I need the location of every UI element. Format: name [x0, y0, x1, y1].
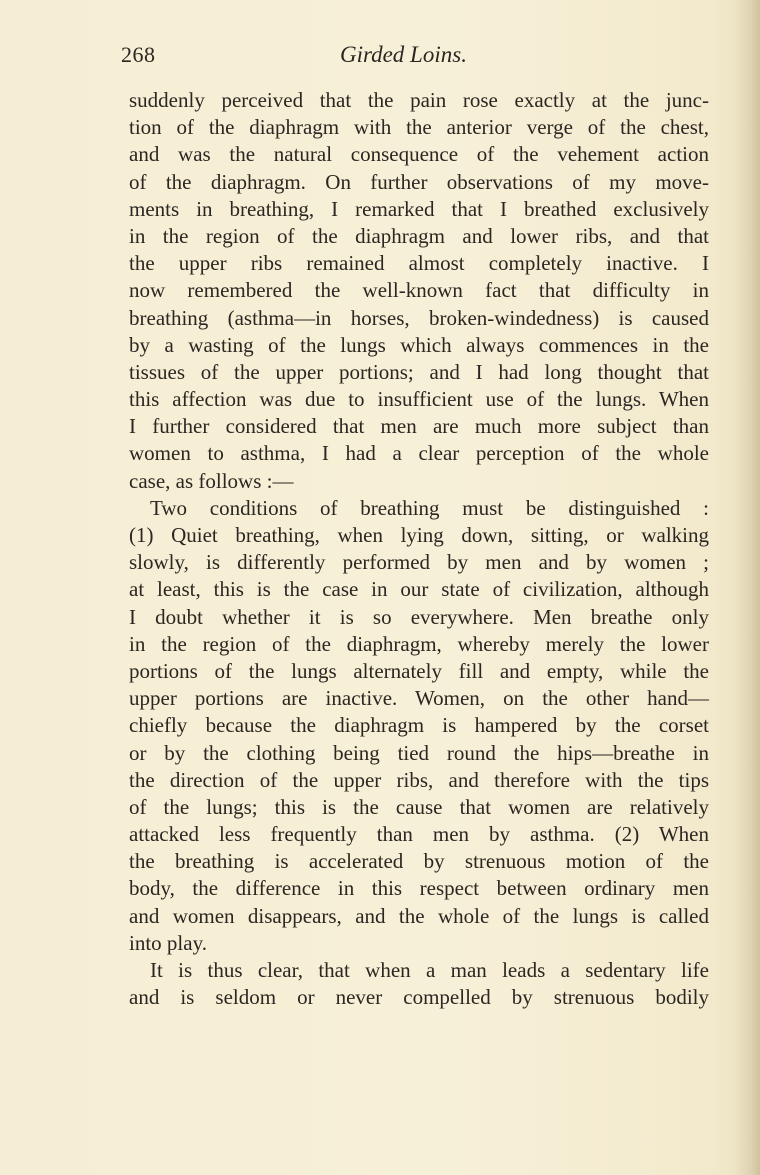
- text-line: at least, this is the case in our state of civilization, although: [129, 577, 709, 602]
- text-line: and is seldom or never compelled by strenuous bodily: [129, 985, 709, 1010]
- text-line: of the lungs; this is the cause that women are relatively: [129, 794, 709, 819]
- text-line: I doubt whether it is so everywhere. Men breathe only: [129, 604, 709, 629]
- text-line: upper portions are inactive. Women, on the other hand—: [129, 686, 709, 711]
- text-line: and was the natural consequence of the vehement action: [129, 142, 709, 167]
- running-title: Girded Loins.: [340, 42, 467, 67]
- paragraph-start-line: It is thus clear, that when a man leads a sedentary life: [150, 958, 709, 982]
- text-line: attacked less frequently than men by asthma. (2) When: [129, 822, 709, 847]
- text-line: case, as follows :—: [129, 468, 294, 493]
- text-line: (1) Quiet breathing, when lying down, sitting, or walking: [129, 523, 709, 547]
- page-edge-shadow: [734, 0, 760, 1175]
- text-line: women to asthma, I had a clear perception of the whole: [129, 441, 709, 466]
- text-line: of the diaphragm. On further observations of my move-: [129, 169, 709, 194]
- text-line: and women disappears, and the whole of the lungs is called: [129, 903, 709, 928]
- paragraph-start-line: Two conditions of breathing must be distinguished :: [150, 495, 709, 520]
- text-line: now remembered the well-known fact that difficulty in: [129, 278, 709, 303]
- page-number: 268: [121, 42, 156, 67]
- text-line: in the region of the diaphragm and lower ribs, and that: [129, 223, 709, 248]
- text-line: ments in breathing, I remarked that I breathed exclusively: [129, 196, 709, 221]
- text-line: tissues of the upper portions; and I had long thought that: [129, 359, 709, 384]
- text-line: by a wasting of the lungs which always commences in the: [129, 332, 709, 357]
- text-line: portions of the lungs alternately fill and empty, while the: [129, 658, 709, 683]
- text-line: chiefly because the diaphragm is hampered by the corset: [129, 713, 709, 738]
- text-line: or by the clothing being tied round the hips—breathe in: [129, 740, 709, 765]
- page-header: [0, 42, 760, 82]
- body-text: [129, 87, 709, 1011]
- text-line: suddenly perceived that the pain rose exactly at the junc-: [129, 88, 709, 112]
- text-line: the upper ribs remained almost completely inactive. I: [129, 251, 709, 276]
- text-line: tion of the diaphragm with the anterior verge of the chest,: [129, 115, 709, 140]
- text-line: I further considered that men are much more subject than: [129, 414, 709, 439]
- text-line: this affection was due to insufficient use of the lungs. When: [129, 387, 709, 412]
- text-line: in the region of the diaphragm, whereby merely the lower: [129, 631, 709, 656]
- text-line: into play.: [129, 930, 207, 955]
- text-line: body, the difference in this respect between ordinary men: [129, 876, 709, 901]
- text-line: the breathing is accelerated by strenuous motion of the: [129, 849, 709, 874]
- text-line: breathing (asthma—in horses, broken-windedness) is caused: [129, 305, 709, 330]
- text-line: slowly, is differently performed by men and by women ;: [129, 550, 709, 575]
- text-line: the direction of the upper ribs, and therefore with the tips: [129, 767, 709, 792]
